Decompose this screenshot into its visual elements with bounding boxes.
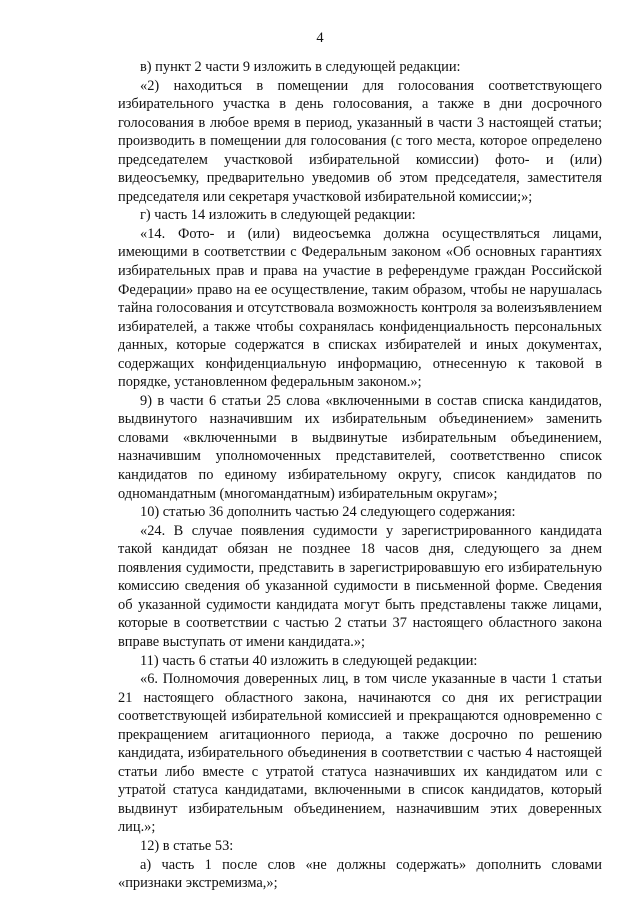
paragraph-item-12a: а) часть 1 после слов «не должны содержать» дополнить словами «признаки экстремизма,»; <box>118 856 602 892</box>
paragraph-quote-part-6: «6. Полномочия доверенных лиц, в том числе указанные в части 1 статьи 21 настоящего областного закона, начинаются со дня их регистрации соответствующей избирательной комиссией и прекращаются одновременно с прекращением агитационного периода, а также досрочно по решению кандидата, избирательного объединения в соответствии с частью 4 настоящей статьи либо вместе с утратой статуса назначивших их кандидатом или с утратой статуса кандидатами, включенными в список кандидатов, который выдвинут избирательным объединением, назначившим этих доверенных лиц.»; <box>118 671 602 836</box>
paragraph-quote-part-14: «14. Фото- и (или) видеосъемка должна осуществляться лицами, имеющими в соответствии с Федеральным законом «Об основных гарантиях избирательных прав и права на участие в референдуме граждан Российской Федерации» право на ее осуществление, таким образом, чтобы не нарушалась тайна голосования и отсутствовала возможность контроля за волеизъявлением избирателей, а также чтобы сохранялась конфиденциальность персональных данных, которые содержатся в списках избирателей и иных документах, содержащих конфиденциальную информацию, отнесенную к таковой в порядке, установленном федеральным законом.»; <box>118 225 602 391</box>
paragraph-quote-part-24: «24. В случае появления судимости у зарегистрированного кандидата такой кандидат обязан не позднее 18 часов дня, следующего за днем появления судимости, представить в зарегистрировавшую его избирательную комиссию сведения об указанной судимости в письменной форме. Сведения об указанной судимости кандидата могут быть представлены также лицами, которые в соответствии с частью 2 статьи 37 настоящего областного закона вправе выступать от имени кандидата.»; <box>118 522 602 650</box>
document-body <box>118 58 602 893</box>
paragraph-item-11: 11) часть 6 статьи 40 изложить в следующей редакции: <box>140 652 478 669</box>
paragraph-amend-part-9: в) пункт 2 части 9 изложить в следующей редакции: <box>140 59 461 75</box>
paragraph-item-9: 9) в части 6 статьи 25 слова «включенными в состав списка кандидатов, выдвинутого назначившим их избирательным объединением» заменить словами «включенными в выдвинутые избирательным объединением, назначившим уполномоченных представителей, соответственно список кандидатов по единому избирательному округу, список кандидатов по одномандатным (многомандатным) избирательным округам»; <box>118 392 602 502</box>
paragraph-item-12: 12) в статье 53: <box>140 837 234 854</box>
paragraph-quote-item-2: «2) находиться в помещении для голосования соответствующего избирательного участка в день голосования, а также в дни досрочного голосования в любое время в период, указанный в части 3 настоящей статьи; производить в помещении для голосования (с того места, которое определено председателем участковой избирательной комиссии) фото- и (или) видеосъемку, предварительно уведомив об этом председателя, заместителя председателя или секретаря участковой избирательной комиссии;»; <box>118 77 602 205</box>
paragraph-amend-part-14: г) часть 14 изложить в следующей редакции: <box>140 207 416 224</box>
paragraph-item-10: 10) статью 36 дополнить частью 24 следующего содержания: <box>140 504 516 521</box>
page-number: 4 <box>316 30 324 46</box>
